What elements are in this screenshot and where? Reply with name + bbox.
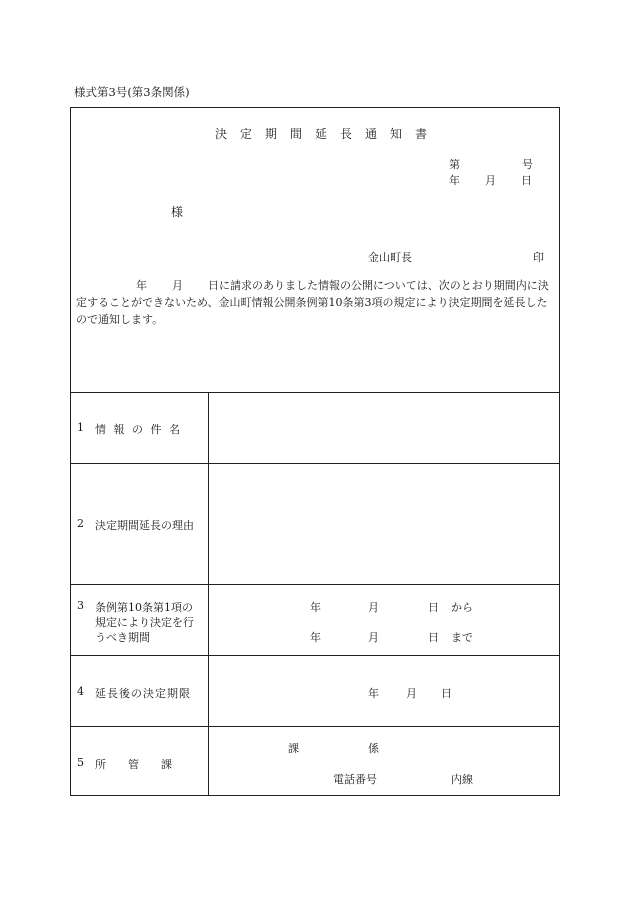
form-label: 様式第3号(第3条関係) <box>74 85 190 99</box>
row-label-reason: 決定期間延長の理由 <box>95 519 194 532</box>
period-until-label: まで <box>451 631 473 644</box>
date-day: 日 <box>521 174 532 187</box>
department-staff: 係 <box>368 742 379 755</box>
row-label-period-line: 規定により決定を行 <box>95 616 194 629</box>
addressee-suffix: 様 <box>171 205 184 219</box>
deadline-day: 日 <box>441 687 452 700</box>
period-from-month: 月 <box>368 601 379 614</box>
department-section: 課 <box>288 742 299 755</box>
divider-line <box>70 726 560 727</box>
seal-mark: 印 <box>533 251 544 264</box>
row-label-department: 所 管 課 <box>95 758 172 771</box>
deadline-month: 月 <box>406 687 417 700</box>
row-number: 4 <box>77 685 84 698</box>
row-label-deadline: 延長後の決定期限 <box>95 687 191 700</box>
divider-line <box>70 463 560 464</box>
column-divider <box>208 392 209 796</box>
period-from-day: 日 <box>428 601 439 614</box>
row-number: 3 <box>77 599 84 612</box>
period-until-year: 年 <box>310 631 321 644</box>
document-title: 決定期間延長通知書 <box>215 127 441 141</box>
body-text: 日に請求のありました情報の公開については、次のとおり期間内に決定することができないため、金山町情報公開条例第10条第3項の規定により決定期間を延長したので通知します。 <box>76 279 549 326</box>
row-number: 2 <box>77 517 84 530</box>
divider-line <box>70 655 560 656</box>
extension-label: 内線 <box>451 773 473 786</box>
row-number: 1 <box>77 421 84 434</box>
deadline-year: 年 <box>368 687 379 700</box>
date-year: 年 <box>449 174 460 187</box>
sender-name: 金山町長 <box>368 251 412 264</box>
body-year: 年 <box>136 279 147 292</box>
divider-line <box>70 584 560 585</box>
row-label-period-line: 条例第10条第1項の <box>95 601 193 614</box>
divider-line <box>70 392 560 393</box>
row-label-period-line: うべき期間 <box>95 631 150 644</box>
body-month: 月 <box>172 279 183 292</box>
number-suffix: 号 <box>522 158 533 171</box>
period-from-label: から <box>451 601 473 614</box>
period-until-day: 日 <box>428 631 439 644</box>
number-prefix: 第 <box>449 158 460 171</box>
period-until-month: 月 <box>368 631 379 644</box>
row-label-subject: 情 報 の 件 名 <box>95 423 182 436</box>
date-month: 月 <box>485 174 496 187</box>
period-from-year: 年 <box>310 601 321 614</box>
phone-label: 電話番号 <box>333 773 377 786</box>
body-paragraph <box>76 277 558 328</box>
row-number: 5 <box>77 756 84 769</box>
